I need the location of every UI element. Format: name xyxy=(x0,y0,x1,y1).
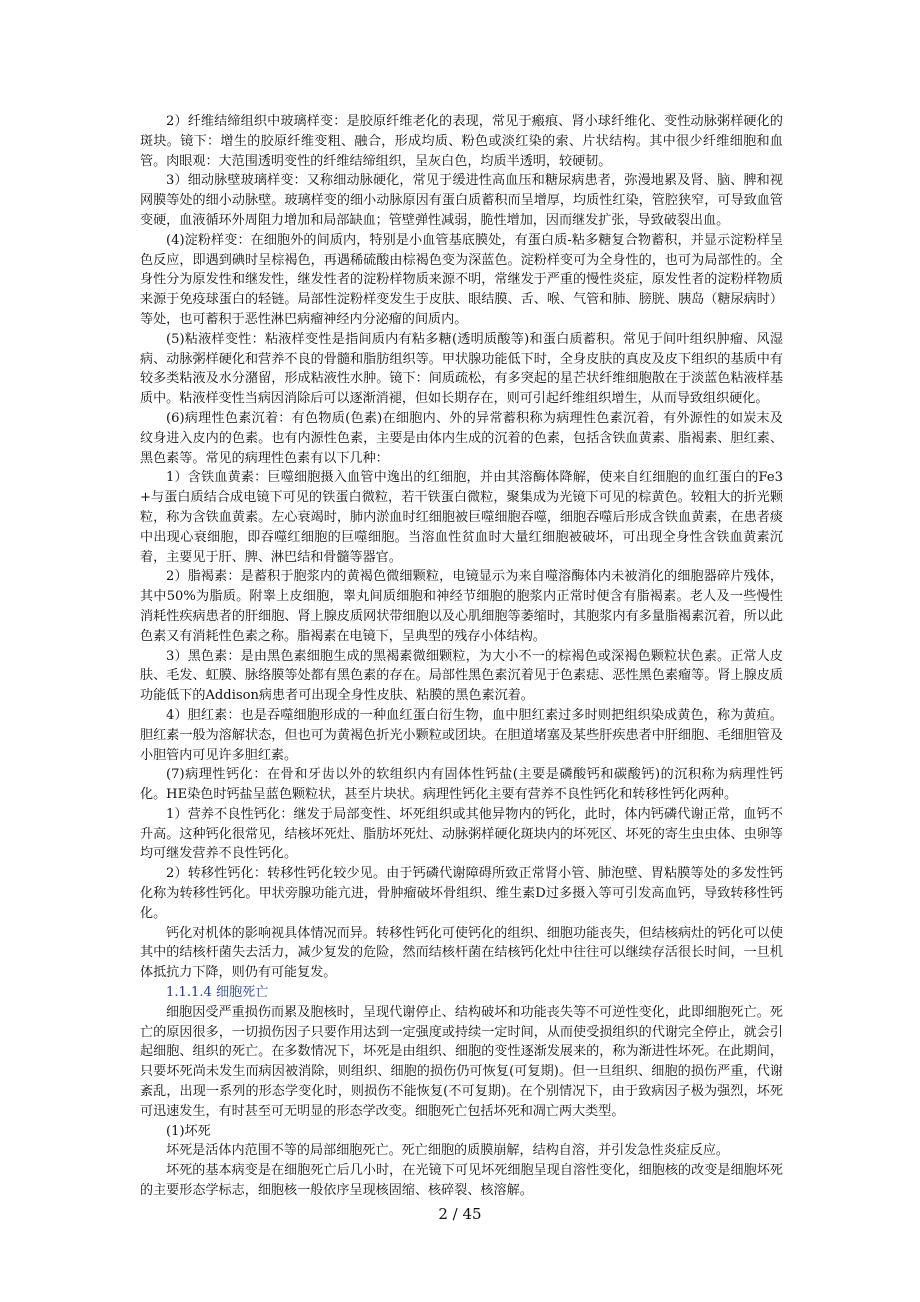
paragraph: 钙化对机体的影响视具体情况而异。转移性钙化可使钙化的组织、细胞功能丧失，但结核病灶的钙化可以使其中的结核杆菌失去活力，减少复发的危险，然而结核杆菌在结核钙化灶中往往可以继续存活很长时间，一旦机体抵抗力下降，则仍有可能复发。 xyxy=(140,925,783,981)
paragraph: 细胞因受严重损伤而累及胞核时，呈现代谢停止、结构破坏和功能丧失等不可逆性变化，此即细胞死亡。死亡的原因很多，一切损伤因子只要作用达到一定强度或持续一定时间，从而使受损组织的代谢完全停止，就会引起细胞、组织的死亡。在多数情况下，坏死是由组织、细胞的变性逐渐发展来的，称为渐进性坏死。在此期间，只要坏死尚未发生而病因被消除，则组织、细胞的损伤仍可恢复(可复期)。但一旦组织、细胞的损伤严重，代谢紊乱，出现一系列的形态学变化时，则损伤不能恢复(不可复期)。在个别情况下，由于致病因子极为强烈，坏死可迅速发生，有时甚至可无明显的形态学改变。细胞死亡包括坏死和凋亡两大类型。 xyxy=(140,1004,783,1119)
document-body xyxy=(140,112,783,1201)
paragraph: 2）转移性钙化：转移性钙化较少见。由于钙磷代谢障碍所致正常肾小管、肺泡壁、胃粘膜等处的多发性钙化称为转移性钙化。甲状旁腺功能亢进，骨肿瘤破坏骨组织、维生素D过多摄入等可引发高血钙，导致转移性钙化。 xyxy=(140,866,783,921)
paragraph: (4)淀粉样变：在细胞外的间质内，特别是小血管基底膜处，有蛋白质-粘多糖复合物蓄积，并显示淀粉样呈色反应，即遇到碘时呈棕褐色，再遇稀硫酸由棕褐色变为深蓝色。淀粉样变可为全身性的，也可为局部性的。全身性分为原发性和继发性，继发性者的淀粉样物质来源不明，常继发于严重的慢性炎症，原发性者的淀粉样物质来源于免疫球蛋白的轻链。局部性淀粉样变发生于皮肤、眼结膜、舌、喉、气管和肺、膀胱、胰岛（糖尿病时）等处，也可蓄积于恶性淋巴病瘤神经内分泌瘤的间质内。 xyxy=(140,232,783,327)
page-number: 2 / 45 xyxy=(438,1205,482,1223)
paragraph: 坏死是活体内范围不等的局部细胞死亡。死亡细胞的质膜崩解，结构自溶，并引发急性炎症反应。 xyxy=(166,1143,730,1159)
paragraph: (7)病理性钙化：在骨和牙齿以外的软组织内有固体性钙盐(主要是磷酸钙和碳酸钙)的沉积称为病理性钙化。HE染色时钙盐呈蓝色颗粒状，甚至片块状。病理性钙化主要有营养不良性钙化和转移性钙化两种。 xyxy=(140,767,783,803)
paragraph: 坏死的基本病变是在细胞死亡后几小时，在光镜下可见坏死细胞呈现自溶性变化，细胞核的改变是细胞坏死的主要形态学标志，细胞核一般依序呈现核固缩、核碎裂、核溶解。 xyxy=(140,1163,783,1199)
section-heading: 1.1.1.4 细胞死亡 xyxy=(166,985,269,1001)
paragraph: 4）胆红素：也是吞噬细胞形成的一种血红蛋白衍生物，血中胆红素过多时则把组织染成黄色，称为黄疸。胆红素一般为溶解状态，但也可为黄褐色折光小颗粒或团块。在胆道堵塞及某些肝疾患者中肝细胞、毛细胆管及小胆管内可见许多胆红素。 xyxy=(140,707,783,763)
paragraph: (6)病理性色素沉着：有色物质(色素)在细胞内、外的异常蓄积称为病理性色素沉着，有外源性的如炭末及纹身进入皮内的色素。也有内源性色素，主要是由体内生成的沉着的色素，包括含铁血黄素、脂褐素、胆红素、黑色素等。常见的病理性色素有以下几种： xyxy=(140,410,783,466)
paragraph: 2）脂褐素：是蓄积于胞浆内的黄褐色微细颗粒，电镜显示为来自噬溶酶体内未被消化的细胞器碎片残体，其中50%为脂质。附睾上皮细胞，睾丸间质细胞和神经节细胞的胞浆内正常时便含有脂褐素。老人及一些慢性消耗性疾病患者的肝细胞、肾上腺皮质网状带细胞以及心肌细胞等萎缩时，其胞浆内有多量脂褐素沉着，所以此色素又有消耗性色素之称。脂褐素在电镜下，呈典型的残存小体结构。 xyxy=(140,569,783,644)
paragraph: 1）营养不良性钙化：继发于局部变性、坏死组织或其他异物内的钙化，此时，体内钙磷代谢正常，血钙不升高。这种钙化很常见，结核坏死灶、脂肪坏死灶、动脉粥样硬化斑块内的坏死区、坏死的寄生虫虫体、虫卵等均可继发营养不良性钙化。 xyxy=(140,806,783,862)
paragraph: (5)粘液样变性：粘液样变性是指间质内有粘多糖(透明质酸等)和蛋白质蓄积。常见于间叶组织肿瘤、风湿病、动脉粥样硬化和营养不良的骨髓和脂肪组织等。甲状腺功能低下时，全身皮肤的真皮及皮下组织的基质中有较多类粘液及水分潴留，形成粘液性水肿。镜下：间质疏松，有多突起的星芒状纤维细胞散在于淡蓝色粘液样基质中。粘液样变性当病因消除后可以逐渐消褪，但如长期存在，则可引起纤维组织增生，从而导致组织硬化。 xyxy=(140,331,783,407)
paragraph: 3）黑色素：是由黑色素细胞生成的黑褐素微细颗粒，为大小不一的棕褐色或深褐色颗粒状色素。正常人皮肤、毛发、虹膜、脉络膜等处都有黑色素的存在。局部性黑色素沉着见于色素痣、恶性黑色素瘤等。肾上腺皮质功能低下的Addison病患者可出现全身性皮肤、粘膜的黑色素沉着。 xyxy=(140,648,783,704)
paragraph: 2）纤维结缔组织中玻璃样变：是胶原纤维老化的表现，常见于瘢痕、肾小球纤维化、变性动脉粥样硬化的斑块。镜下：增生的胶原纤维变粗、融合，形成均质、粉色或淡红染的索、片状结构。其中很少纤维细胞和血管。肉眼观：大范围透明变性的纤维结缔组织，呈灰白色，均质半透明，较硬韧。 xyxy=(140,114,783,169)
paragraph: 3）细动脉壁玻璃样变：又称细动脉硬化，常见于缓进性高血压和糖尿病患者，弥漫地累及肾、脑、脾和视网膜等处的细小动脉壁。玻璃样变的细小动脉原因有蛋白质蓄积而呈增厚，均质性红染，管腔狭窄，可导致血管变硬，血液循环外周阻力增加和局部缺血；管壁弹性减弱，脆性增加，因而继发扩张，导致破裂出血。 xyxy=(140,173,783,228)
paragraph: (1)坏死 xyxy=(166,1123,211,1139)
paragraph: 1）含铁血黄素：巨噬细胞摄入血管中逸出的红细胞，并由其溶酶体降解，使来自红细胞的血红蛋白的Fe3+与蛋白质结合成电镜下可见的铁蛋白微粒，若干铁蛋白微粒，聚集成为光镜下可见的棕黄色。较粗大的折光颗粒，称为含铁血黄素。左心衰竭时，肺内淤血时红细胞被巨噬细胞吞噬，细胞吞噬后形成含铁血黄素，在患者痰中出现心衰细胞，即吞噬红细胞的巨噬细胞。当溶血性贫血时大量红细胞被破坏，可出现全身性含铁血黄素沉着，主要见于肝、脾、淋巴结和骨髓等器官。 xyxy=(140,470,783,565)
